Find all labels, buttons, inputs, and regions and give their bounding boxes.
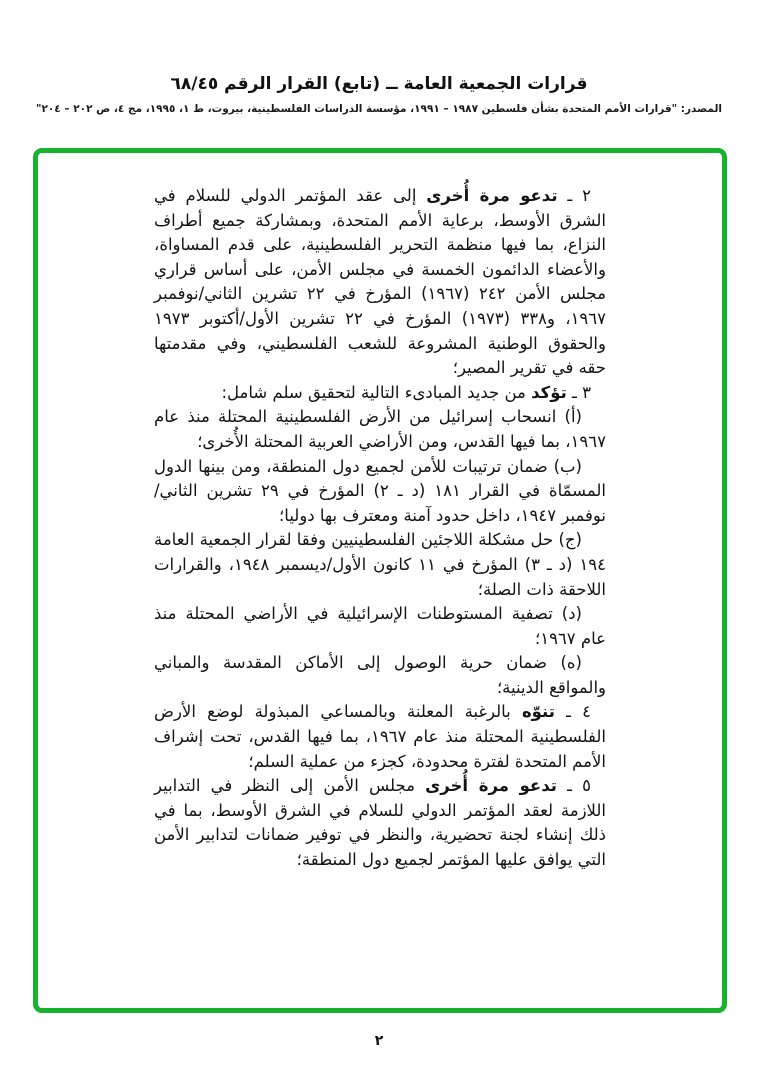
paragraph-text: تصفية المستوطنات الإسرائيلية في الأراضي المحتلة منذ عام ١٩٦٧؛ [154,604,606,648]
subitem-marker: (ج) [553,530,582,550]
subitem-marker: (ب) [547,456,582,476]
paragraph-text: من جديد المبادىء التالية لتحقيق سلم شامل: [221,382,532,402]
resolution-paragraph [154,774,606,872]
operative-verb: تدعو مرة أُخرى [425,776,557,796]
paragraph-text: ضمان حرية الوصول إلى الأماكن المقدسة والمباني والمواقع الدينية؛ [154,653,606,697]
resolution-subitem [154,602,606,651]
page-title: قرارات الجمعية العامة ــ (تابع) القرار الرقم ٦٨/٤٥ [170,74,588,94]
source-line: المصدر: "قرارات الأمم المتحدة بشأن فلسطين ١٩٨٧ – ١٩٩١، مؤسسة الدراسات الفلسطينية، بيروت، ط ١، ١٩٩٥، مج ٤، ص ٢٠٢ – ٢٠٤" [35,103,723,115]
subitem-marker: (د) [552,604,582,624]
subitem-marker: (ه) [546,653,582,673]
resolution-subitem [154,455,606,529]
resolution-subitem [154,405,606,454]
paragraph-text: مجلس الأمن إلى النظر في التدابير اللازمة لعقد المؤتمر الدولي للسلام في الشرق الأوسط، بما في ذلك إنشاء لجنة تحضيرية، والنظر في توفير ضمانات لتدابير الأمن التي يوافق عليها المؤتمر لجميع دول المنطقة؛ [154,776,606,870]
operative-verb: تؤكد [531,382,567,402]
resolution-paragraph [154,184,606,381]
resolution-paragraph [154,700,606,774]
paragraph-text: انسحاب إسرائيل من الأرض الفلسطينية المحتلة منذ عام ١٩٦٧، بما فيها القدس، ومن الأراضي العربية المحتلة الأُخرى؛ [154,407,606,451]
paragraph-text: بالرغبة المعلنة وبالمساعي المبذولة لوضع الأرض الفلسطينية المحتلة منذ عام ١٩٦٧، بما فيها القدس، تحت إشراف الأمم المتحدة لفترة محدودة، كجزء من عملية السلم؛ [154,702,606,771]
paragraph-number: ٢ ـ [557,186,591,205]
paragraph-number: ٥ ـ [556,776,591,796]
subitem-marker: (أ) [556,407,582,427]
resolution-subitem [154,528,606,602]
document-frame [33,148,727,1013]
operative-verb: تدعو مرة أُخرى [426,186,558,205]
resolution-subitem [154,651,606,700]
resolution-text [154,184,606,873]
paragraph-text: حل مشكلة اللاجئين الفلسطينيين وفقا لقرار الجمعية العامة ١٩٤ (د ـ ٣) المؤرخ في ١١ كانون الأول/ديسمبر ١٩٤٨، والقرارات اللاحقة ذات الصلة؛ [154,530,606,599]
operative-verb: تنوّه [521,702,555,722]
paragraph-number: ٤ ـ [554,702,591,722]
paragraph-number: ٣ ـ [566,382,591,402]
resolution-paragraph [154,381,606,406]
paragraph-text: إلى عقد المؤتمر الدولي للسلام في الشرق الأوسط، برعاية الأمم المتحدة، وبمشاركة جميع أطراف النزاع، بما فيها منظمة التحرير الفلسطينية، على قدم المساواة، والأعضاء الدائمون الخمسة في مجلس الأمن، على أساس قراري مجلس الأمن ٢٤٢ (١٩٦٧) المؤرخ في ٢٢ تشرين الثاني/نوفمبر ١٩٦٧، و٣٣٨ (١٩٧٣) المؤرخ في ٢٢ تشرين الأول/أكتوبر ١٩٧٣ والحقوق الوطنية المشروعة للشعب الفلسطيني، وفي مقدمتها حقه في تقرير المصير؛ [154,186,607,378]
paragraph-text: ضمان ترتيبات للأمن لجميع دول المنطقة، ومن بينها الدول المسمّاة في القرار ١٨١ (د ـ ٢) المؤرخ في ٢٩ تشرين الثاني/نوفمبر ١٩٤٧، داخل حدود آمنة ومعترف بها دوليا؛ [154,456,607,525]
page-number: ٢ [374,1033,384,1049]
